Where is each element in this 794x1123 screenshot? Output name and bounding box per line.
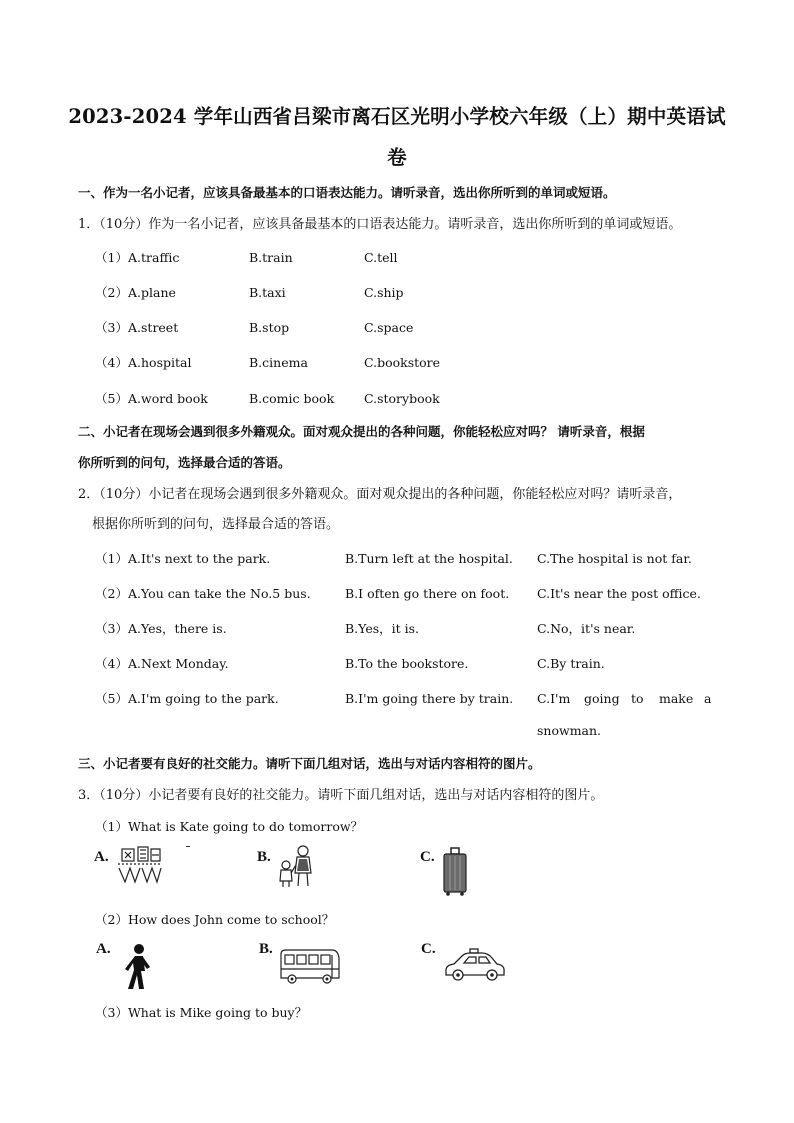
option-b: B.I'm going there by train. (345, 691, 514, 706)
walking-person-icon (122, 943, 156, 993)
item-number: （3） (95, 320, 128, 335)
option-b: B.I often go there on foot. (345, 586, 510, 601)
item-number: （1） (95, 551, 128, 566)
option-c: C.ship (364, 285, 404, 300)
people-picture-icon (276, 843, 316, 889)
option-c-word: C.I'm (537, 691, 571, 706)
item-number: （2） (95, 586, 128, 601)
option-c: C.storybook (364, 391, 440, 406)
option-c: C.It's near the post office. (537, 586, 701, 601)
question-2-continued: 根据你所听到的问句，选择最合适的答语。 (92, 517, 340, 532)
option-c: C.No，it's near. (537, 621, 636, 636)
section-2-heading-continued: 你所听到的问句，选择最合适的答语。 (78, 455, 291, 470)
picture-option-b-label: B. (257, 849, 271, 865)
option-c: C.bookstore (364, 355, 441, 370)
option-a: A.You can take the No.5 bus. (128, 586, 311, 601)
option-a: A.Yes，there is. (128, 621, 227, 636)
item-number: （1） (95, 250, 128, 265)
option-a: A.traffic (128, 250, 180, 265)
section-2-heading: 二、小记者在现场会遇到很多外籍观众。面对观众提出的各种问题，你能轻松应对吗？ 请听录音，根据 (78, 424, 645, 439)
page-title: 2023-2024 学年山西省吕梁市离石区光明小学校六年级（上）期中英语试 (68, 105, 726, 128)
item-number: （5） (95, 391, 128, 406)
option-c-word: a (704, 691, 712, 706)
page-title-continued: 卷 (387, 146, 407, 169)
picture-option-a-label: A. (94, 849, 109, 865)
option-c: C.space (364, 320, 414, 335)
option-a: A.word book (128, 391, 208, 406)
speck-mark (186, 846, 190, 847)
option-a: A.hospital (128, 355, 192, 370)
option-c: C.The hospital is not far. (537, 551, 692, 566)
item-number: （4） (95, 355, 128, 370)
option-b: B.taxi (249, 285, 286, 300)
item-number: （2） (95, 285, 128, 300)
picture-option-a-label: A. (96, 941, 111, 957)
option-b: B.To the bookstore. (345, 656, 469, 671)
option-b: B.Yes，it is. (345, 621, 420, 636)
option-b: B.stop (249, 320, 290, 335)
option-c: C.By train. (537, 656, 605, 671)
option-a: A.Next Monday. (128, 656, 229, 671)
section-3-heading: 三、小记者要有良好的社交能力。请听下面几组对话，选出与对话内容相符的图片。 (78, 756, 541, 771)
option-c-continued: snowman. (537, 723, 602, 738)
picture-option-b-label: B. (259, 941, 273, 957)
picture-option-c-label: C. (420, 849, 435, 865)
suitcase-icon (440, 846, 470, 896)
item-number: （5） (95, 691, 128, 706)
question-3: 3．（10分）小记者要有良好的社交能力。请听下面几组对话，选出与对话内容相符的图片。 (78, 788, 604, 803)
option-a: A.street (128, 320, 179, 335)
option-a: A.plane (128, 285, 176, 300)
option-a: A.It's next to the park. (128, 551, 271, 566)
section-1-heading: 一、作为一名小记者，应该具备最基本的口语表达能力。请听录音，选出你所听到的单词或短语。 (78, 185, 616, 200)
picture-option-c-label: C. (421, 941, 436, 957)
bus-icon (278, 946, 342, 986)
question-2: 2．（10分）小记者在现场会遇到很多外籍观众。面对观众提出的各种问题，你能轻松应对吗？请听录音， (78, 487, 682, 502)
option-c-word: to (631, 691, 644, 706)
item-number: （4） (95, 656, 128, 671)
option-a: A.I'm going to the park. (128, 691, 279, 706)
option-b: B.train (249, 250, 293, 265)
sub-question-1: （1）What is Kate going to do tomorrow？ (95, 819, 364, 834)
option-c: C.tell (364, 250, 398, 265)
question-1: 1．（10分）作为一名小记者，应该具备最基本的口语表达能力。请听录音，选出你所听到的单词或短语。 (78, 217, 682, 232)
sub-question-2: （2）How does John come to school？ (95, 912, 335, 927)
option-c-word: going (584, 691, 620, 706)
item-number: （3） (95, 621, 128, 636)
letters-picture-icon (116, 844, 164, 886)
option-b: B.Turn left at the hospital. (345, 551, 513, 566)
option-b: B.cinema (249, 355, 308, 370)
option-c-word: make (659, 691, 694, 706)
sub-question-3: （3）What is Mike going to buy？ (95, 1005, 308, 1020)
option-b: B.comic book (249, 391, 335, 406)
car-icon (442, 948, 508, 984)
